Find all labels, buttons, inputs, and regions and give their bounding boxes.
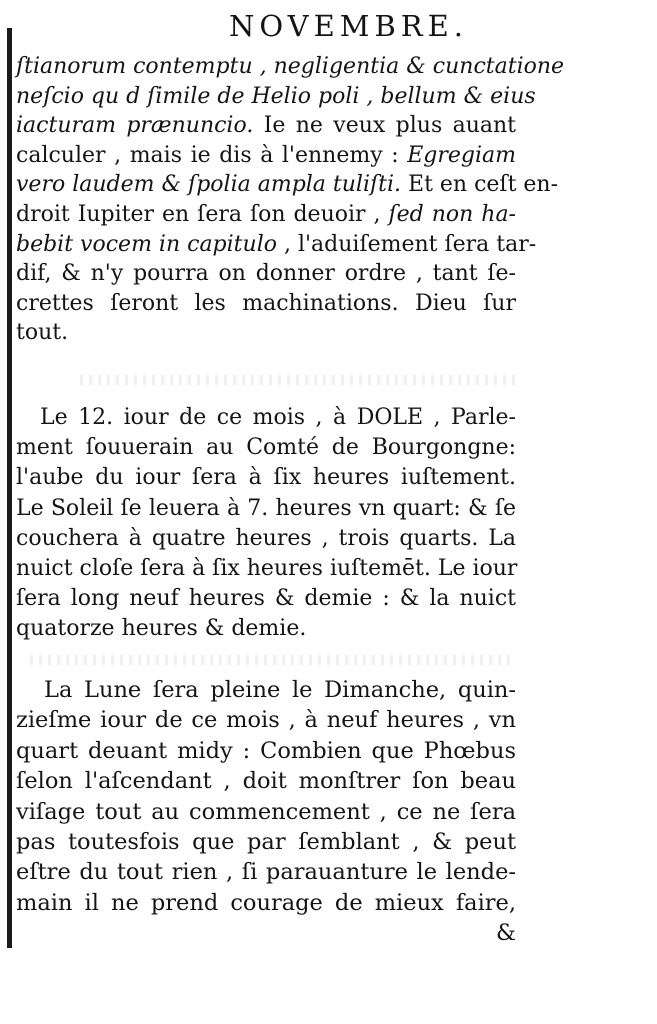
text-line: La Lune ſera pleine le Dimanche, quin- <box>44 677 516 703</box>
running-head: NOVEMBRE. <box>229 9 468 43</box>
text-line: quart deuant midy : Combien que Phœbus <box>16 737 516 764</box>
page-gutter-edge <box>7 28 12 948</box>
text-line: iacturam prænuncio. Ie ne veux plus auant <box>16 113 516 139</box>
show-through-ink <box>80 375 520 385</box>
text-line: Le 12. iour de ce mois , à DOLE , Parle- <box>40 405 516 430</box>
text-line: tout. <box>16 320 69 346</box>
text-line: eſtre du tout rien , ſi parauanture le lende- <box>16 859 516 886</box>
text-line: Le Soleil ſe leuera à 7. heures vn quart: & ſe <box>16 495 516 521</box>
text-line: quatorze heures & demie. <box>16 616 307 642</box>
show-through-ink <box>30 655 510 665</box>
text-line: nuict cloſe ſera à ſix heures iuſtemēt. Le iour <box>16 556 518 582</box>
text-line: ment ſouuerain au Comté de Bourgongne: <box>16 435 516 461</box>
text-line: viſage tout au commencement , ce ne ſera <box>16 798 516 825</box>
catchword: & <box>495 920 516 947</box>
text-line: vero laudem & ſpolia ampla tuliſti. Et en ceſt en- <box>16 172 559 198</box>
text-line: pas toutesfois que par ſemblant , & peut <box>16 829 516 856</box>
text-line: droit Iupiter en ſera ſon deuoir , ſed non ha- <box>16 201 516 227</box>
text-line: bebit vocem in capitulo , l'aduiſement ſera tar- <box>16 231 537 257</box>
paragraph-2 <box>16 403 516 645</box>
text-line: dif, & n'y pourra on donner ordre , tant ſe- <box>16 261 516 287</box>
text-line: ſtianorum contemptu , negligentia & cunctatione <box>16 54 565 79</box>
text-line: ſelon l'aſcendant , doit monſtrer ſon beau <box>16 768 516 795</box>
text-line: ſera long neuf heures & demie : & la nuict <box>16 586 516 612</box>
text-line: crettes ſeront les machinations. Dieu ſur <box>16 290 516 316</box>
text-line: couchera à quatre heures , trois quarts. La <box>16 525 516 551</box>
text-line: zieſme iour de ce mois , à neuf heures , vn <box>16 707 516 734</box>
paragraph-1 <box>16 52 565 348</box>
text-line: l'aube du iour ſera à ſix heures iuſtement. <box>16 465 516 491</box>
text-line: neſcio qu d ſimile de Helio poli , bellum & eius <box>16 83 536 109</box>
text-line: calculer , mais ie dis à l'ennemy : Egregiam <box>16 142 516 168</box>
text-line: main il ne prend courage de mieux faire, <box>16 889 516 916</box>
paragraph-3 <box>16 675 516 949</box>
